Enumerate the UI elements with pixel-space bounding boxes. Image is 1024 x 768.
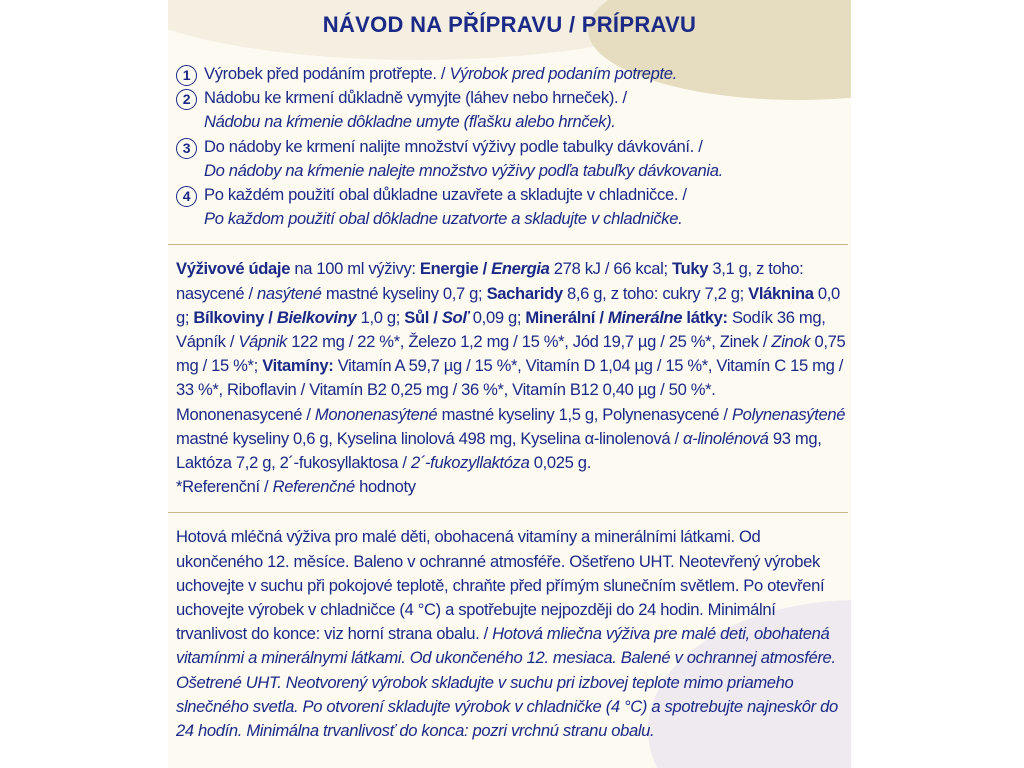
page-title: NÁVOD NA PŘÍPRAVU / PRÍPRAVU bbox=[322, 12, 697, 37]
nutrition-text: Polynenasýtené bbox=[731, 404, 846, 424]
step-text-sk: Nádobu na kŕmenie dôkladne umyte (fľašku alebo hrnček). bbox=[204, 112, 616, 132]
step-3 bbox=[176, 135, 848, 183]
nutrition-text: 0,0 g; bbox=[176, 283, 840, 327]
nutrition-text: Vitamíny: bbox=[262, 356, 334, 376]
step-text-sk: Po každom použití obal dôkladne uzatvorte a skladujte v chladničke. bbox=[204, 209, 683, 229]
nutrition-text: hodnoty bbox=[354, 477, 416, 497]
nutrition-text: Tuky bbox=[672, 259, 709, 279]
step-text-cz: Nádobu ke krmení důkladně vymyjte (láhev nebo hrneček). / bbox=[204, 88, 627, 108]
nutrition-text: 278 kJ / 66 kcal; bbox=[549, 259, 673, 279]
title-band bbox=[168, 0, 851, 52]
nutrition-text: mastné kyseliny 0,6 g, Kyselina linolová 498 mg, Kyselina α-linolenová / bbox=[176, 428, 684, 448]
nutrition-text: Sodík 36 mg, Vápník / bbox=[176, 307, 826, 352]
nutrition-text: Vitamín A 59,7 µg / 15 %*, Vitamín D 1,04 µg / 15 %*, Vitamín C 15 mg / 33 %*, Riboflavin / Vitamín B2 0,25 mg / 36 %*, Vitamín B12 0,40 µg / 50 %*. bbox=[176, 356, 843, 400]
nutrition-text: 1,0 g; bbox=[356, 307, 405, 327]
preparation-steps bbox=[176, 62, 848, 231]
nutrition-text: 2´-fukozyllaktóza bbox=[410, 453, 530, 473]
nutrition-text: Sůl / bbox=[404, 307, 442, 327]
nutrition-text: 0,75 mg / 15 %*; bbox=[176, 332, 846, 376]
nutrition-text: 93 mg, Laktóza 7,2 g, 2´-fukosyllaktosa / bbox=[176, 428, 822, 473]
nutrition-text: Vláknina bbox=[748, 283, 814, 303]
nutrition-text: Výživové údaje bbox=[176, 259, 291, 279]
step-number: 1 bbox=[176, 65, 197, 86]
step-1 bbox=[176, 62, 848, 86]
nutrition-text: Referenčné bbox=[272, 477, 355, 497]
step-4 bbox=[176, 183, 848, 231]
nutrition-text: Minerálne bbox=[607, 307, 683, 327]
nutrition-text: Vápnik bbox=[238, 332, 287, 352]
nutrition-text: nasýtené bbox=[257, 283, 322, 303]
divider bbox=[168, 512, 848, 513]
step-text-cz: Do nádoby ke krmení nalijte množství výživy podle tabulky dávkování. / bbox=[204, 136, 703, 156]
nutrition-text: 0,09 g; bbox=[468, 307, 526, 327]
step-text-cz: Výrobek před podáním protřepte. / bbox=[204, 64, 450, 83]
nutrition-text: Mononenasycené / bbox=[176, 404, 315, 424]
nutrition-text: 0,025 g. bbox=[529, 453, 591, 473]
step-number: 2 bbox=[176, 89, 197, 110]
nutrition-text: α-linolénová bbox=[683, 428, 769, 448]
nutrition-text: Zinok bbox=[771, 332, 811, 352]
nutrition-text: Energia bbox=[491, 259, 550, 279]
step-number: 3 bbox=[176, 138, 197, 159]
step-text-sk: Do nádoby na kŕmenie nalejte množstvo výživy podľa tabuľky dávkovania. bbox=[204, 160, 723, 180]
nutrition-text: 3,1 g, z toho: nasycené / bbox=[176, 259, 804, 303]
nutrition-text: mastné kyseliny 1,5 g, Polynenasycené / bbox=[437, 404, 732, 424]
nutrition-facts bbox=[176, 257, 848, 499]
product-info bbox=[176, 525, 848, 743]
fatty-acids-paragraph bbox=[176, 403, 848, 476]
nutrition-text: Soľ bbox=[441, 307, 469, 327]
product-info-paragraph bbox=[176, 525, 848, 743]
divider bbox=[168, 244, 848, 245]
step-2 bbox=[176, 86, 848, 134]
nutrition-text: *Referenční / bbox=[176, 477, 273, 497]
nutrition-text: Bielkoviny bbox=[276, 307, 357, 327]
info-text-cz: Hotová mléčná výživa pro malé děti, obohacená vitamíny a minerálními látkami. Od ukončeného 12. měsíce. Baleno v ochranné atmosféře. Ošetřeno UHT. Neotevřený výrobek uchovejte v suchu při pokojové teplotě, chraňte před přímým slunečním světlem. Po otevření uchovejte výrobek v chladničce (4 °C) a spotřebujte nejpozději do 24 hodin. Minimální trvanlivost do konce: viz horní strana obalu. / bbox=[176, 527, 825, 644]
reference-note bbox=[176, 475, 848, 499]
nutrition-paragraph bbox=[176, 257, 848, 402]
nutrition-text: 122 mg / 22 %*, Železo 1,2 mg / 15 %*, Jód 19,7 µg / 25 %*, Zinek / bbox=[286, 332, 772, 352]
nutrition-text: na 100 ml výživy: bbox=[290, 259, 420, 279]
nutrition-text: Sacharidy bbox=[486, 283, 563, 303]
nutrition-text: látky: bbox=[682, 307, 728, 327]
nutrition-text: Minerální / bbox=[525, 307, 608, 327]
label-content bbox=[176, 62, 848, 743]
info-text-sk: Hotová mliečna výživa pre malé deti, obohatená vitamínmi a minerálnymi látkami. Od ukončeného 12. mesiaca. Balené v ochrannej atmosfére. Ošetrené UHT. Neotvorený výrobok skladujte v suchu pri izbovej teplote mimo priameho slnečného svetla. Po otvorení skladujte výrobok v chladničke (4 °C) a spotrebujte najneskôr do 24 hodín. Minimálna trvanlivosť do konca: pozri vrchnú stranu obalu. bbox=[176, 624, 838, 741]
nutrition-text: 8,6 g, z toho: cukry 7,2 g; bbox=[562, 283, 749, 303]
nutrition-text: mastné kyseliny 0,7 g; bbox=[321, 283, 487, 303]
step-text-cz: Po každém použití obal důkladne uzavřete a skladujte v chladničce. / bbox=[204, 185, 687, 205]
step-text-sk: Výrobok pred podaním potrepte. bbox=[449, 64, 677, 83]
step-number: 4 bbox=[176, 186, 197, 207]
nutrition-text: Bílkoviny / bbox=[193, 307, 277, 327]
nutrition-text: Energie / bbox=[419, 259, 492, 279]
nutrition-text: Mononenasýtené bbox=[314, 404, 438, 424]
